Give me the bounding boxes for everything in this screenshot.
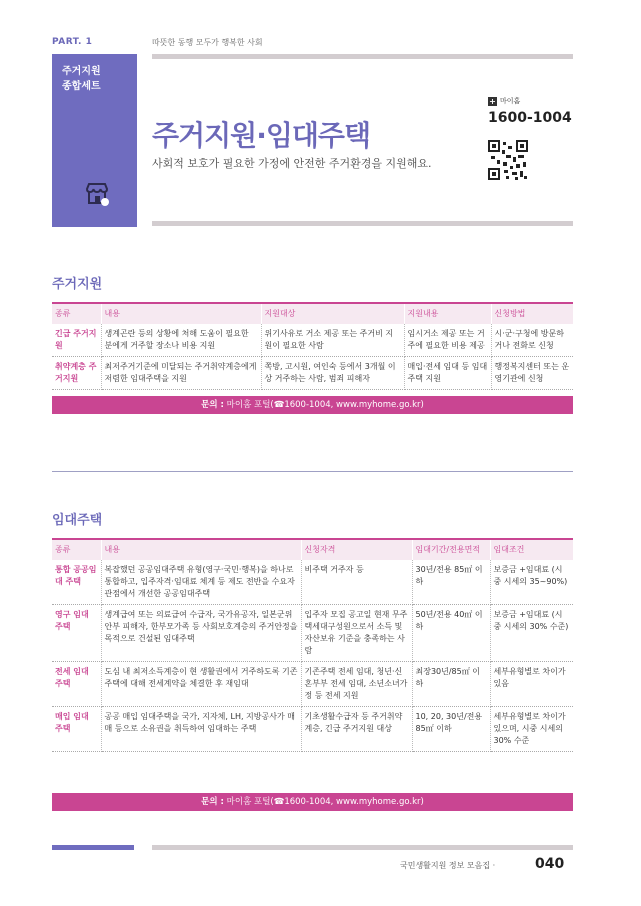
- column-header: 임대조건: [490, 539, 573, 560]
- column-header: 종류: [52, 539, 101, 560]
- table-cell: 도심 내 최저소득계층이 현 생활권에서 거주하도록 기존주택에 대해 전세계약을 체결한 후 재임대: [101, 662, 301, 707]
- plus-icon: +: [489, 96, 496, 106]
- table-row: [52, 357, 573, 390]
- myhome-text: 마이홈: [500, 97, 521, 105]
- column-header: 신청방법: [491, 303, 573, 324]
- column-header: 지원대상: [261, 303, 404, 324]
- table-row: [52, 662, 573, 707]
- page-title: 주거지원·임대주택: [152, 119, 371, 152]
- table-cell: 쪽방, 고시원, 여인숙 등에서 3개월 이상 거주하는 사람, 범죄 피해자: [261, 357, 404, 390]
- table-cell: 기존주택 전세 임대, 청년·신혼부부 전세 임대, 소년소녀가정 등 전세 지원: [301, 662, 412, 707]
- page-description: 사회적 보호가 필요한 가정에 안전한 주거환경을 지원해요.: [152, 157, 432, 170]
- table-row: [52, 605, 573, 662]
- column-header: 종류: [52, 303, 101, 324]
- table-cell: 임시거소 제공 또는 거주에 필요한 비용 제공: [404, 324, 491, 357]
- table-cell: 시·군·구청에 방문하거나 전화로 신청: [491, 324, 573, 357]
- footer-text: 마이홈 포털(☎1600-1004, www.myhome.go.kr): [226, 797, 424, 807]
- table-cell: 세부유형별로 차이가 있음: [490, 662, 573, 707]
- category-box: [52, 54, 137, 227]
- column-header: 지원내용: [404, 303, 491, 324]
- rental-housing-table: [52, 538, 573, 752]
- table-cell: 세부유형별로 차이가 있으며, 시중 시세의 30% 수준: [490, 707, 573, 752]
- header-bar: [152, 54, 573, 59]
- table-cell: 공공 매입 임대주택을 국가, 지자체, LH, 지방공사가 매매 등으로 소유권을 취득하여 임대하는 주택: [101, 707, 301, 752]
- row-type: 통합 공공임대 주택: [52, 560, 101, 605]
- section1-footer: [52, 396, 573, 414]
- table-cell: 30년/전용 85㎡ 이하: [412, 560, 490, 605]
- table-cell: 행정복지센터 또는 운영기관에 신청: [491, 357, 573, 390]
- publication-name: 국민생활지원 정보 모음집 ·: [400, 861, 496, 870]
- table-header-row: [52, 539, 573, 560]
- table-cell: 보증금 +임대료 (시중 시세의 35~90%): [490, 560, 573, 605]
- section-divider: [52, 471, 573, 472]
- section-title-rental-housing: 임대주택: [52, 513, 103, 528]
- footer-bar-right: [152, 845, 573, 850]
- section2-footer: [52, 793, 573, 811]
- myhome-label: [488, 96, 520, 106]
- table-cell: 최저주거기준에 미달되는 주거취약계층에게 저렴한 임대주택을 지원: [101, 357, 261, 390]
- phone-number: 1600-1004: [488, 110, 572, 126]
- table-cell: 비주택 거주자 등: [301, 560, 412, 605]
- table-row: [52, 324, 573, 357]
- row-type: 매입 임대 주택: [52, 707, 101, 752]
- table-header-row: [52, 303, 573, 324]
- section-title-housing-support: 주거지원: [52, 277, 103, 292]
- part-label: PART. 1: [52, 37, 93, 47]
- part-subtitle: 따뜻한 동행 모두가 행복한 사회: [152, 38, 263, 47]
- table-cell: 50년/전용 40㎡ 이하: [412, 605, 490, 662]
- table-cell: 복잡했던 공공임대주택 유형(영구·국민·행복)을 하나로 통합하고, 입주자격·임대료 체계 등 제도 전반을 수요자 관점에서 개선한 공공임대주택: [101, 560, 301, 605]
- table-cell: 위기사유로 거소 제공 또는 주거비 지원이 필요한 사람: [261, 324, 404, 357]
- house-icon: [84, 181, 110, 207]
- qr-code-icon[interactable]: [488, 140, 528, 180]
- footer-bar-left: [52, 845, 134, 850]
- category-title-line2: 종합세트: [62, 81, 101, 92]
- table-cell: 최장30년/85㎡ 이하: [412, 662, 490, 707]
- table-cell: 보증금 +임대료 (시중 시세의 30% 수준): [490, 605, 573, 662]
- table-cell: 매입·전세 임대 등 임대주택 지원: [404, 357, 491, 390]
- column-header: 내용: [101, 539, 301, 560]
- table-cell: 생계곤란 등의 상황에 처해 도움이 필요한 분에게 거주할 장소나 비용 지원: [101, 324, 261, 357]
- column-header: 신청자격: [301, 539, 412, 560]
- category-title-line1: 주거지원: [62, 66, 101, 77]
- table-row: [52, 560, 573, 605]
- table-cell: 기초생활수급자 등 주거취약계층, 긴급 주거지원 대상: [301, 707, 412, 752]
- footer-text: 마이홈 포털(☎1600-1004, www.myhome.go.kr): [226, 400, 424, 410]
- housing-support-table: [52, 302, 573, 390]
- category-title: [62, 64, 101, 94]
- table-cell: 10, 20, 30년/전용 85㎡ 이하: [412, 707, 490, 752]
- row-type: 전세 임대 주택: [52, 662, 101, 707]
- table-cell: 입주자 모집 공고일 현재 무주택세대구성원으로서 소득 및 자산보유 기준을 충족하는 사람: [301, 605, 412, 662]
- header-bottom-bar: [152, 221, 573, 226]
- column-header: 임대기간/전용면적: [412, 539, 490, 560]
- row-type: 긴급 주거지원: [52, 324, 101, 357]
- table-row: [52, 707, 573, 752]
- page-number: 040: [535, 856, 565, 872]
- table-cell: 생계급여 또는 의료급여 수급자, 국가유공자, 일본군위안부 피해자, 한부모가족 등 사회보호계층의 주거안정을 목적으로 건설된 임대주택: [101, 605, 301, 662]
- footer-label: 문의 :: [201, 400, 224, 410]
- row-type: 영구 임대 주택: [52, 605, 101, 662]
- column-header: 내용: [101, 303, 261, 324]
- footer-label: 문의 :: [201, 797, 224, 807]
- row-type: 취약계층 주거지원: [52, 357, 101, 390]
